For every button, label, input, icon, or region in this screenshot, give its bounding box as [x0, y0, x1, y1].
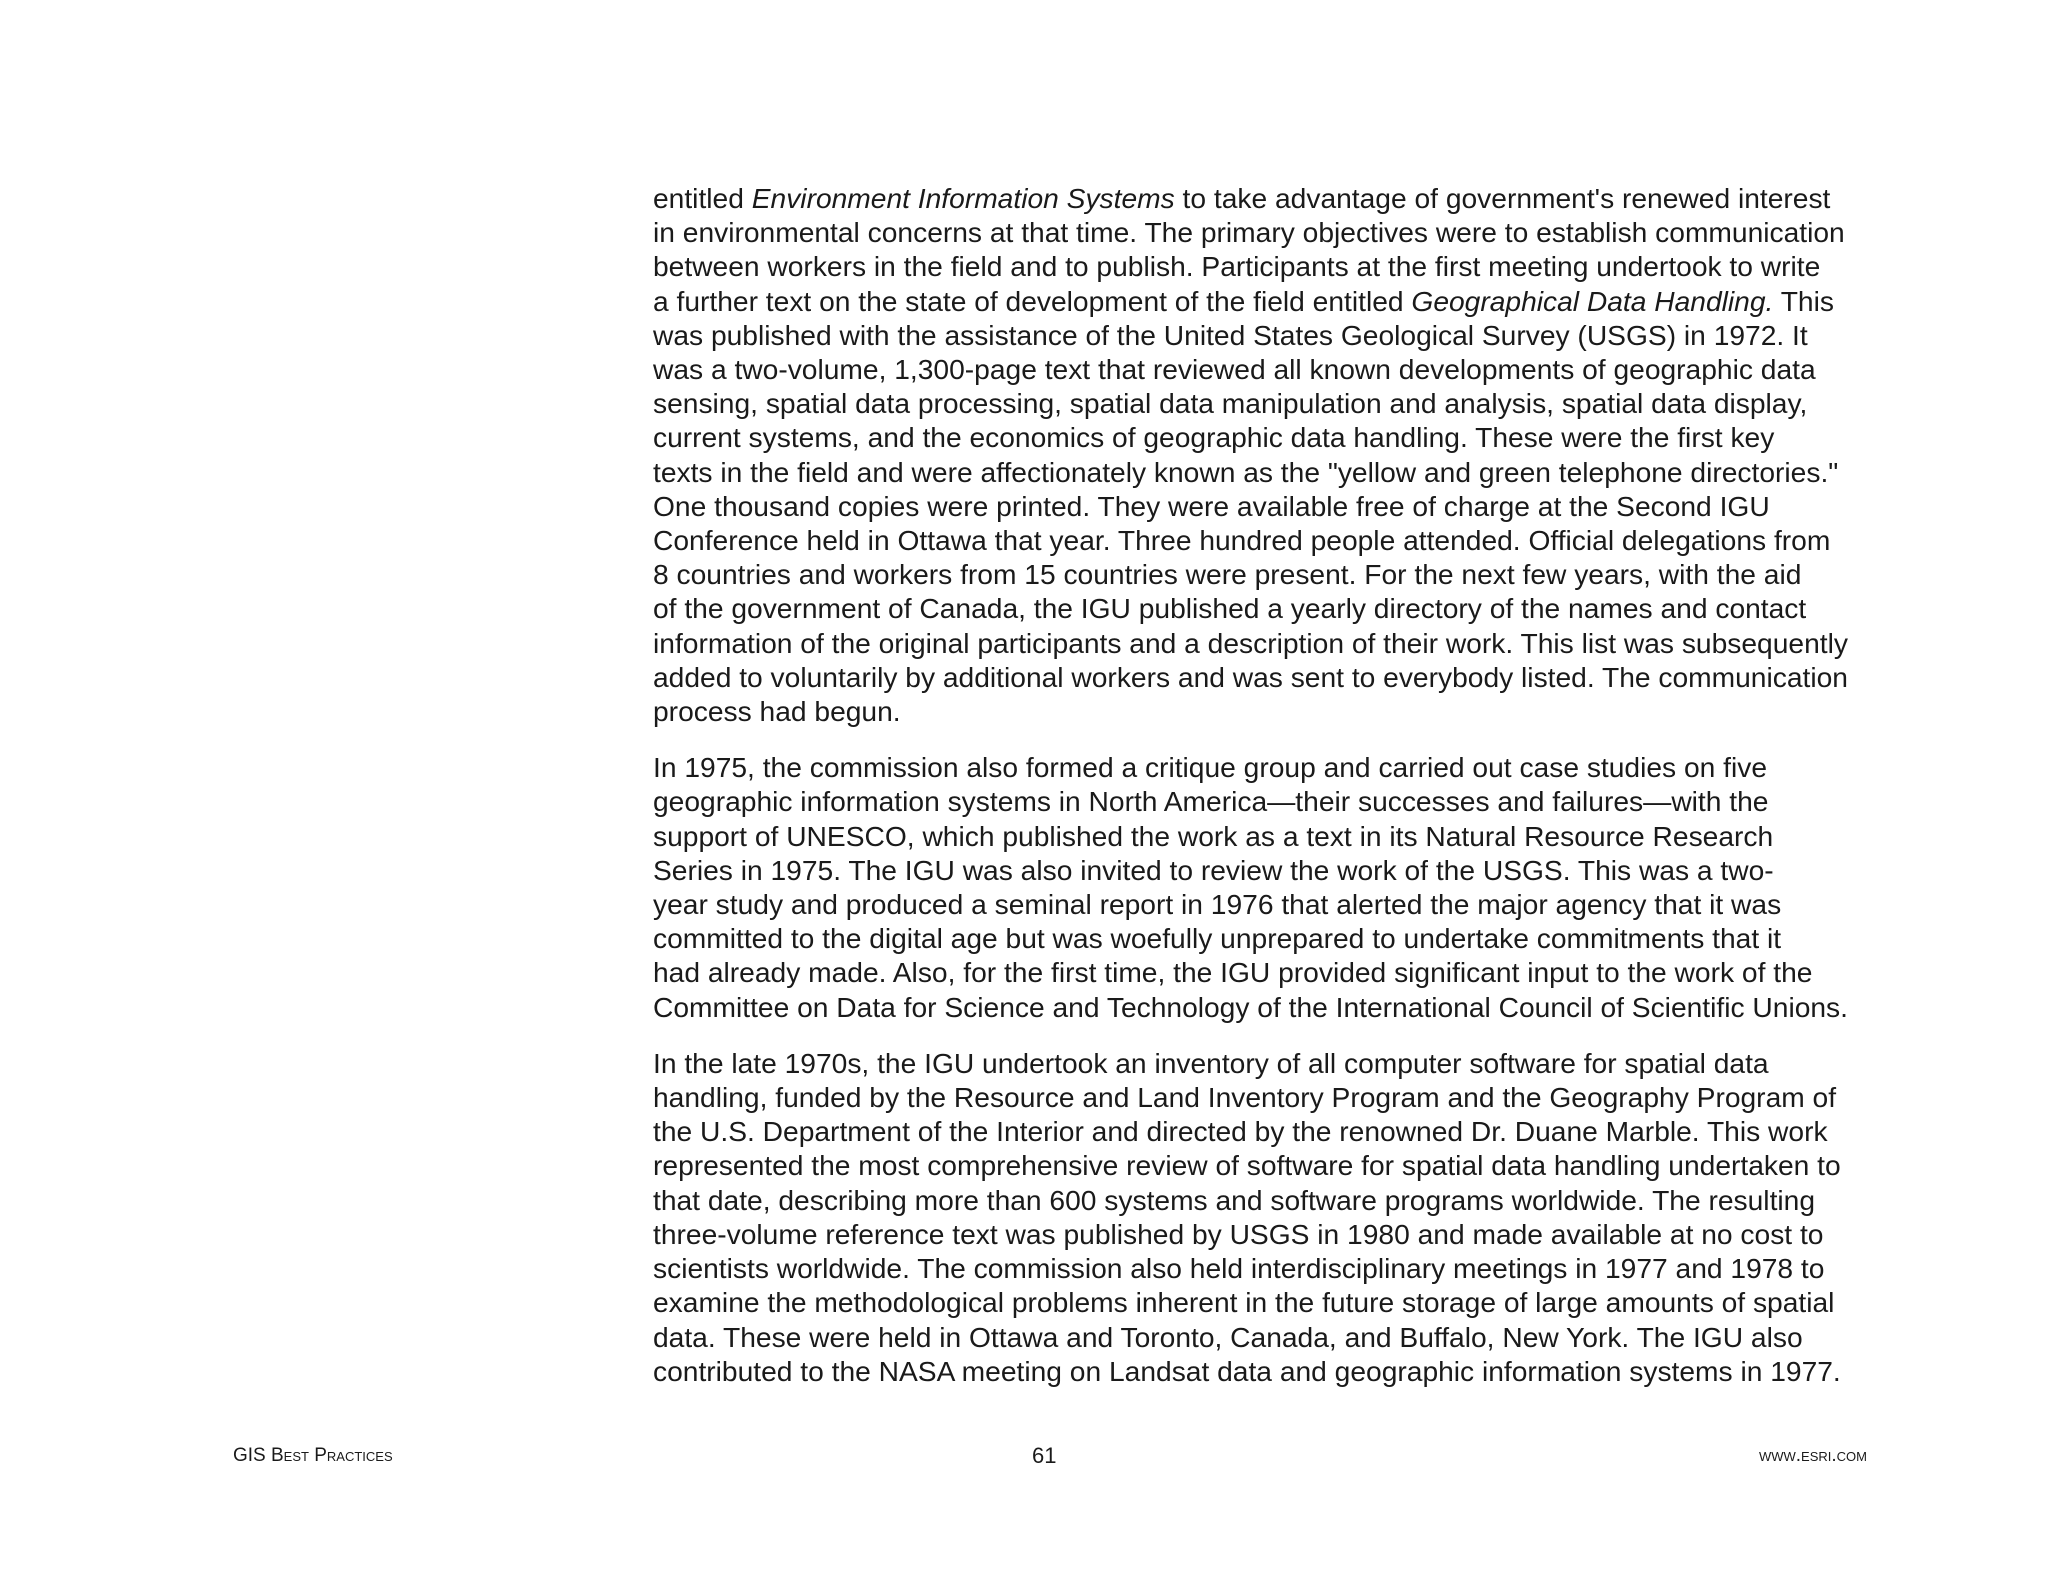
paragraph-3: In the late 1970s, the IGU undertook an inventory of all computer software for spatial data handling, funded by the Resource and Land Inventory Program and the Geography Program of the U.S. Department of the Interior and directed by the renowned Dr. Duane Marble. This work represented the most comprehensive review of software for spatial data handling undertaken to that date, describing more than 600 systems and software programs worldwide. The resulting three-volume reference text was published by USGS in 1980 and made available at no cost to scientists worldwide. The commission also held interdisciplinary meetings in 1977 and 1978 to examine the methodological problems inherent in the future storage of large amounts of spatial data. These were held in Ottawa and Toronto, Canada, and Buffalo, New York. The IGU also contributed to the NASA meeting on Landsat data and geographic information systems in 1977.: [653, 1046, 1841, 1387]
paragraph-1-text-b: to take advantage of government's renewed interest in environmental concerns at that time. The primary objectives were to establish communication between workers in the field and to publish. Participants at the first meeting undertook to write a further text on the state of development of the field entitled: [653, 182, 1845, 317]
footer-page-number: 61: [1032, 1443, 1057, 1468]
paragraph-2: In 1975, the commission also formed a critique group and carried out case studies on five geographic information systems in North America—their successes and failures—with the support of UNESCO, which published the work as a text in its Natural Resource Research Series in 1975. The IGU was also invited to review the work of the USGS. This was a two- year study and produced a seminal report in 1976 that alerted the major agency that it was committed to the digital age but was woefully unprepared to undertake commitments that it had already made. Also, for the first time, the IGU provided significant input to the work of the Committee on Data for Science and Technology of the International Council of Scientific Unions.: [653, 751, 1848, 1023]
paragraph-1: [653, 181, 1883, 728]
footer-website: www.esri.com: [1758, 1445, 1867, 1466]
body-text-column: [653, 181, 1883, 1410]
paragraph-1-text-c: This was published with the assistance of the United States Geological Survey (USGS) in 1972. It was a two-volume, 1,300-page text that reviewed all known developments of geographic data sensing, spatial data processing, spatial data manipulation and analysis, spatial data display, current systems, and the economics of geographic data handling. These were the first key texts in the field and were affectionately known as the "yellow and green telephone directories." One thousand copies were printed. They were available free of charge at the Second IGU Conference held in Ottawa that year. Three hundred people attended. Official delegations from 8 countries and workers from 15 countries were present. For the next few years, with the aid of the government of Canada, the IGU published a yearly directory of the names and contact information of the original participants and a description of their work. This list was subsequently added to voluntarily by additional workers and was sent to everybody listed. The communication process had begun.: [653, 284, 1848, 728]
paragraph-1-text-a: entitled: [653, 182, 752, 214]
italic-title-geographical-data-handling: Geographical Data Handling.: [1411, 284, 1774, 317]
footer-publication-title: GIS Best Practices: [233, 1445, 393, 1466]
italic-title-environment-information-systems: Environment Information Systems: [751, 182, 1175, 214]
